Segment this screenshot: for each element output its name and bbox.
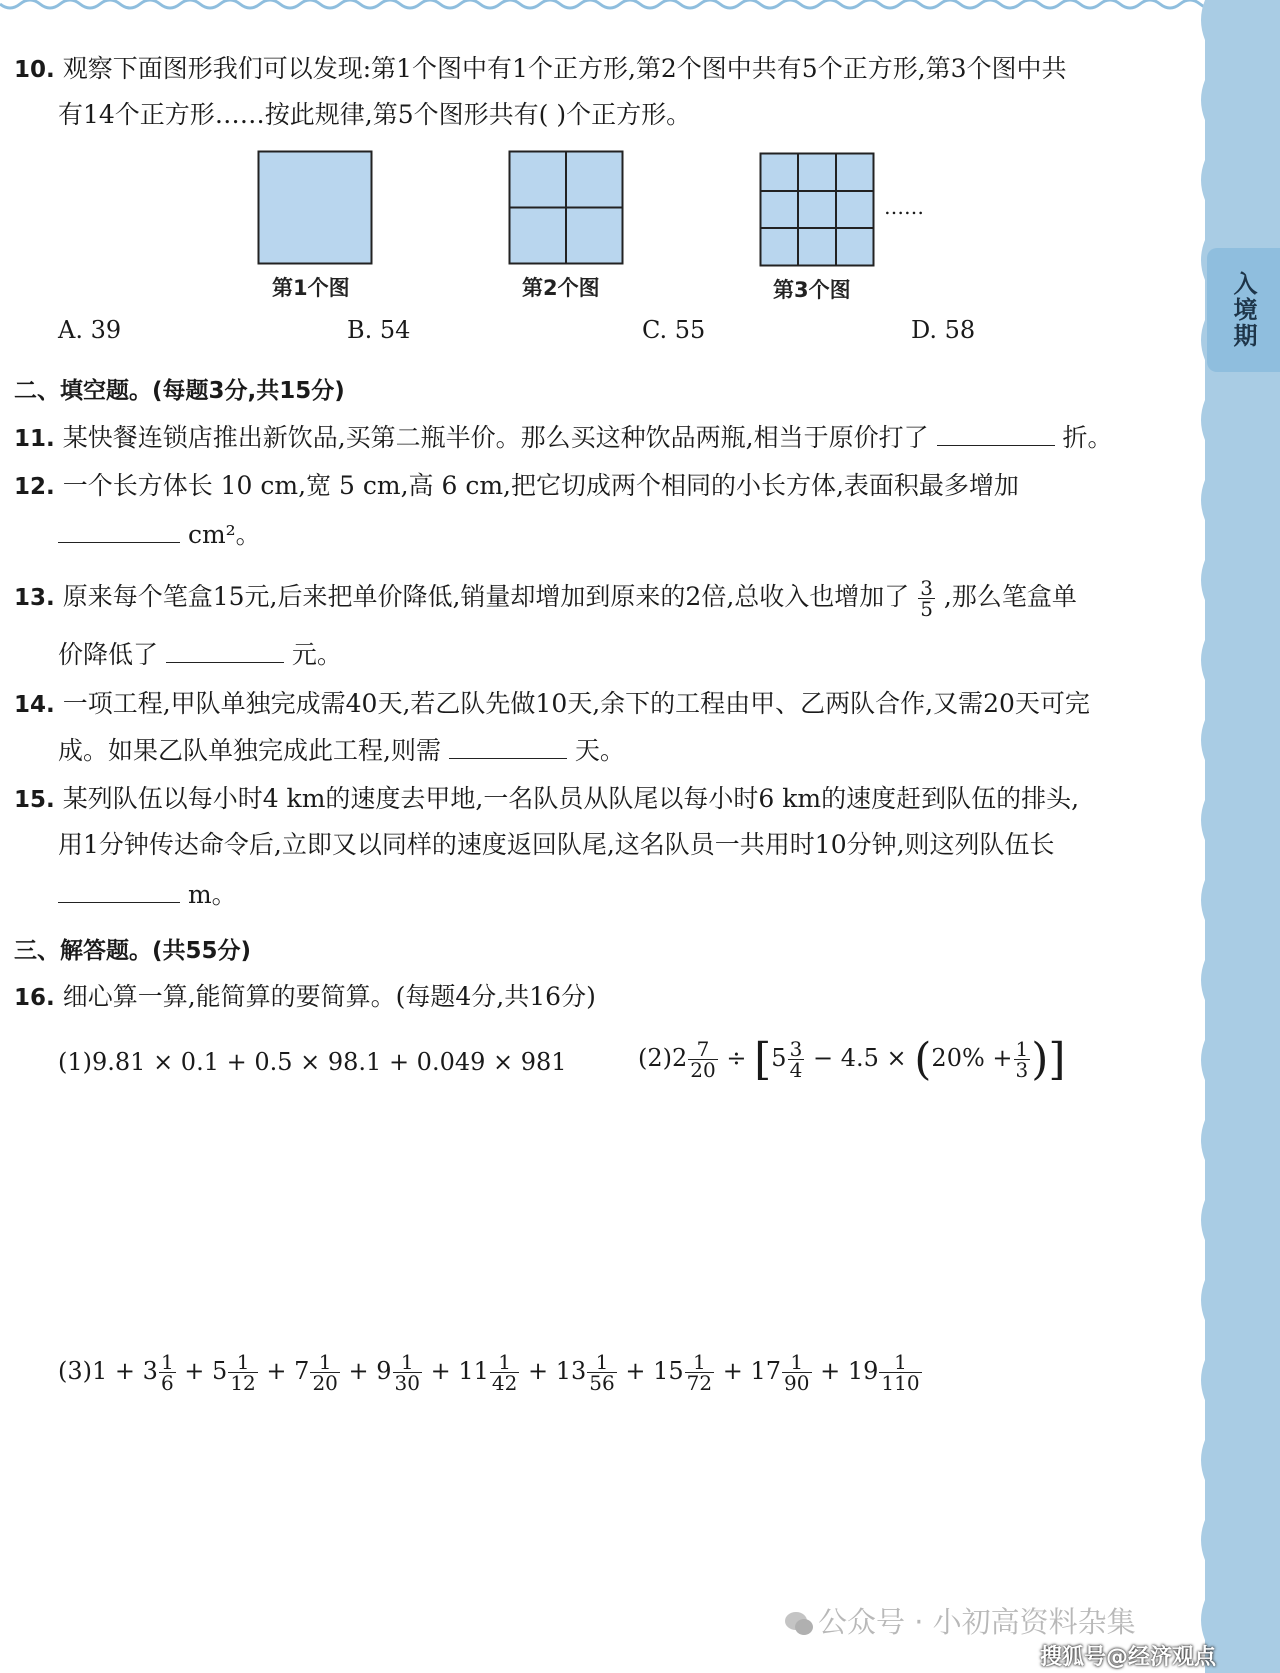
q10-option-d: D. 58 — [911, 316, 976, 344]
q14-text2: 成。如果乙队单独完成此工程,则需 — [58, 736, 441, 765]
q13-text: 原来每个笔盒15元,后来把单价降低,销量却增加到原来的2倍,总收入也增加了 — [62, 582, 910, 611]
figure-3-caption: 第3个图 — [773, 278, 851, 302]
q11-text: 某快餐连锁店推出新饮品,买第二瓶半价。那么买这种饮品两瓶,相当于原价打了 — [62, 423, 929, 452]
q12-text: 一个长方体长 10 cm,宽 5 cm,高 6 cm,把它切成两个相同的小长方体,表面积最多增加 — [62, 471, 1019, 500]
q13-unit: 元。 — [291, 640, 342, 669]
watermark-wechat: 公众号 · 小初高资料杂集 — [818, 1605, 1136, 1639]
q12-line1 — [14, 469, 1019, 504]
q15-line3 — [58, 878, 237, 912]
q10-number: 10. — [14, 57, 55, 83]
q13-line2 — [58, 638, 342, 672]
q10-option-c: C. 55 — [642, 316, 706, 344]
figure-ellipsis: …… — [884, 195, 924, 219]
q14-line1 — [14, 687, 1090, 722]
q11-blank[interactable] — [937, 425, 1055, 446]
q14-blank[interactable] — [449, 738, 567, 759]
q14-unit: 天。 — [574, 736, 625, 765]
watermark-sohu: 搜狐号@经济观点 — [1040, 1645, 1217, 1670]
q16-number: 16. — [14, 985, 55, 1011]
top-wave-border — [0, 0, 1220, 18]
q11 — [14, 421, 1113, 456]
q16-part3-term: 17 $\frac{1}{90}$ — [750, 1350, 810, 1395]
wechat-icon — [784, 1610, 814, 1638]
q16-part3: (3)1 + 3 $\frac{1}{6}$ + 5 $\frac{1}{12}$ + 7 $\frac{1}{20}$ + 9 $\frac{1}{30}$ + 11 $\frac{1}{42}$ + 13 $\frac{1}{56}$ + 15 $\frac{1}{72}$ + 17 $\frac{1}{90}$ + 19 $\frac{1}{110}$ — [58, 1352, 923, 1393]
q16-text: 细心算一算,能简算的要简算。(每题4分,共16分) — [62, 982, 596, 1011]
q10-option-b: B. 54 — [347, 316, 411, 344]
q13-line1 — [14, 578, 1077, 619]
q16-part2: (2)2 $\frac{7}{20}$ ÷ [5 $\frac{3}{4}$ − 4.5 × (20% + $\frac{1}{3}$ )] — [638, 1034, 1066, 1085]
q10-text2: 有14个正方形……按此规律,第5个图形共有( )个正方形。 — [58, 100, 692, 129]
q15-blank[interactable] — [58, 882, 180, 903]
q16-part3-term: 7 $\frac{1}{20}$ — [294, 1350, 338, 1395]
q16-part3-term: 13 $\frac{1}{56}$ — [555, 1350, 615, 1395]
q16-heading — [14, 980, 596, 1015]
q14-text: 一项工程,甲队单独完成需40天,若乙队先做10天,余下的工程由甲、乙两队合作,又需20天可完 — [62, 689, 1090, 718]
q15-text: 某列队伍以每小时4 km的速度去甲地,一名队员从队尾以每小时6 km的速度赶到队伍的排头, — [62, 784, 1080, 813]
q13-blank[interactable] — [166, 642, 284, 663]
q16-part3-term: 5 $\frac{1}{12}$ — [212, 1350, 256, 1395]
side-tab-label: 入境期 — [1229, 271, 1257, 349]
q10-line1 — [14, 52, 1067, 87]
q12-blank[interactable] — [58, 522, 180, 543]
q12-number: 12. — [14, 474, 55, 500]
q10-option-a: A. 39 — [58, 316, 122, 344]
q13-text-end: ,那么笔盒单 — [943, 582, 1077, 611]
q15-line2 — [58, 828, 1055, 862]
q13-number: 13. — [14, 585, 55, 611]
q16-part1: (1)9.81 × 0.1 + 0.5 × 98.1 + 0.049 × 981 — [58, 1048, 567, 1076]
q12-unit: cm²。 — [187, 520, 261, 549]
q15-line1 — [14, 782, 1079, 817]
q12-line2 — [58, 518, 261, 552]
q16-part3-term: 15 $\frac{1}{72}$ — [653, 1350, 713, 1395]
q10-text1: 观察下面图形我们可以发现:第1个图中有1个正方形,第2个图中共有5个正方形,第3个图中共 — [62, 54, 1067, 83]
q16-part3-term: 19 $\frac{1}{110}$ — [847, 1350, 920, 1395]
q13-text2: 价降低了 — [58, 640, 159, 669]
q11-number: 11. — [14, 426, 55, 452]
q13-fraction: $\frac{3}{5}$ — [920, 576, 933, 621]
q15-number: 15. — [14, 787, 55, 813]
q15-unit: m。 — [187, 880, 237, 909]
section-2-heading: 二、填空题。(每题3分,共15分) — [14, 378, 345, 404]
q11-text-end: 折。 — [1062, 423, 1113, 452]
q15-text2: 用1分钟传达命令后,立即又以同样的速度返回队尾,这名队员一共用时10分钟,则这列队伍长 — [58, 830, 1055, 859]
figure-3-grid — [759, 152, 877, 268]
figure-1-square — [257, 150, 375, 266]
section-3-heading: 三、解答题。(共55分) — [14, 938, 252, 964]
q16-part3-term: 11 $\frac{1}{42}$ — [458, 1350, 518, 1395]
figure-2-caption: 第2个图 — [522, 276, 600, 300]
q14-line2 — [58, 734, 625, 768]
q14-number: 14. — [14, 692, 55, 718]
figure-1-caption: 第1个图 — [272, 276, 350, 300]
q16-part3-term: 9 $\frac{1}{30}$ — [376, 1350, 420, 1395]
side-tab — [1207, 248, 1280, 372]
q16-part3-term: 3 $\frac{1}{6}$ — [142, 1350, 174, 1395]
q10-line2 — [58, 98, 691, 132]
figure-2-grid — [508, 150, 626, 266]
